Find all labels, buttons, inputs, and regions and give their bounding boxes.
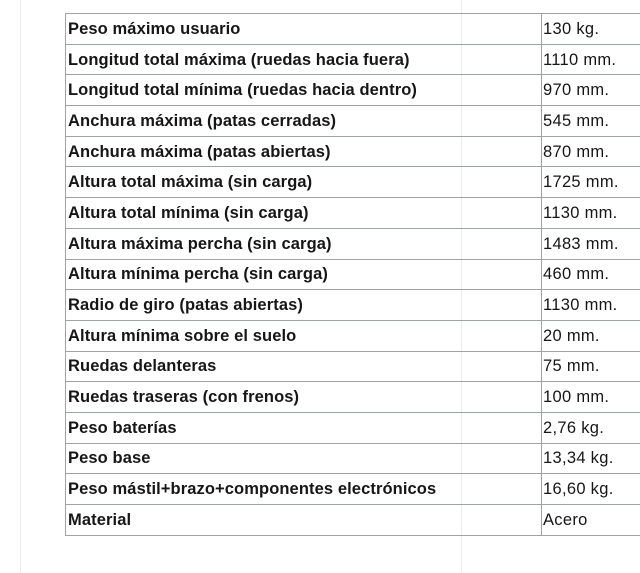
spec-label: Ruedas traseras (con frenos) xyxy=(66,382,542,413)
spec-value: 16,60 kg. xyxy=(542,474,640,505)
specifications-table xyxy=(65,13,640,536)
spec-value: 1130 mm. xyxy=(542,290,640,321)
spec-label: Longitud total máxima (ruedas hacia fuera) xyxy=(66,44,542,75)
table-row xyxy=(66,167,640,198)
spec-label: Altura máxima percha (sin carga) xyxy=(66,228,542,259)
spec-value: 20 mm. xyxy=(542,320,640,351)
spec-label: Altura total máxima (sin carga) xyxy=(66,167,542,198)
table-row xyxy=(66,14,640,45)
page-margin-line-left xyxy=(20,0,21,573)
spec-value: Acero xyxy=(542,505,640,536)
spec-value: 13,34 kg. xyxy=(542,443,640,474)
table-row xyxy=(66,198,640,229)
table-row xyxy=(66,290,640,321)
spec-label: Peso baterías xyxy=(66,412,542,443)
table-row xyxy=(66,474,640,505)
table-row xyxy=(66,259,640,290)
spec-value: 75 mm. xyxy=(542,351,640,382)
spec-value: 1725 mm. xyxy=(542,167,640,198)
spec-label: Anchura máxima (patas abiertas) xyxy=(66,136,542,167)
table-row xyxy=(66,75,640,106)
spec-value: 870 mm. xyxy=(542,136,640,167)
spec-value: 1130 mm. xyxy=(542,198,640,229)
table-row xyxy=(66,382,640,413)
spec-label: Longitud total mínima (ruedas hacia dentro) xyxy=(66,75,542,106)
spec-label: Anchura máxima (patas cerradas) xyxy=(66,106,542,137)
spec-label: Peso base xyxy=(66,443,542,474)
spec-label: Ruedas delanteras xyxy=(66,351,542,382)
spec-label: Peso mástil+brazo+componentes electrónicos xyxy=(66,474,542,505)
spec-value: 130 kg. xyxy=(542,14,640,45)
table-row xyxy=(66,106,640,137)
spec-label: Altura total mínima (sin carga) xyxy=(66,198,542,229)
spec-label: Altura mínima sobre el suelo xyxy=(66,320,542,351)
table-row xyxy=(66,44,640,75)
spec-value: 2,76 kg. xyxy=(542,412,640,443)
spec-label: Peso máximo usuario xyxy=(66,14,542,45)
spec-value: 460 mm. xyxy=(542,259,640,290)
spec-value: 970 mm. xyxy=(542,75,640,106)
spec-value: 1110 mm. xyxy=(542,44,640,75)
table-row xyxy=(66,351,640,382)
table-row xyxy=(66,505,640,536)
spec-label: Radio de giro (patas abiertas) xyxy=(66,290,542,321)
table-row xyxy=(66,136,640,167)
table-row xyxy=(66,320,640,351)
spec-value: 100 mm. xyxy=(542,382,640,413)
spec-value: 1483 mm. xyxy=(542,228,640,259)
table-row xyxy=(66,412,640,443)
table-row xyxy=(66,228,640,259)
spec-label: Material xyxy=(66,505,542,536)
spec-label: Altura mínima percha (sin carga) xyxy=(66,259,542,290)
spec-value: 545 mm. xyxy=(542,106,640,137)
table-row xyxy=(66,443,640,474)
